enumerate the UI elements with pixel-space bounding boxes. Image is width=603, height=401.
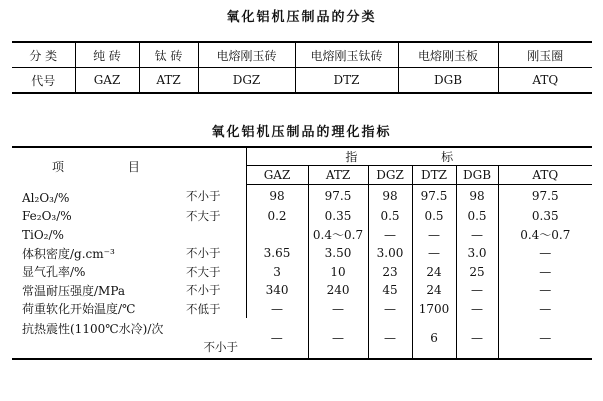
value-cell: 0.35 <box>308 207 368 226</box>
header-row-1 <box>12 147 592 166</box>
qualifier: 不大于 <box>180 263 246 282</box>
value-cell: 0.5 <box>412 207 456 226</box>
value-cell: 3.50 <box>308 244 368 263</box>
code-cell: ATQ <box>532 73 559 87</box>
table-row <box>12 281 592 300</box>
category-cell: 电熔刚玉钛砖 <box>295 42 398 68</box>
table-row <box>12 185 592 208</box>
property-name: Fe₂O₃/% <box>22 209 72 224</box>
property-name: 常温耐压强度/MPa <box>22 283 126 298</box>
code-cell: ATZ <box>139 68 198 94</box>
value-cell: — <box>539 301 552 316</box>
table-row <box>12 318 592 359</box>
value-cell: 0.35 <box>531 209 559 224</box>
value-cell: 0.4～0.7 <box>520 228 571 243</box>
header-cell: 分 类 <box>12 42 75 68</box>
item-header: 项 目 <box>12 147 246 185</box>
value-cell: 0.5 <box>456 207 498 226</box>
value-cell: — <box>539 246 552 261</box>
value-cell: — <box>308 300 368 319</box>
value-cell: — <box>456 281 498 300</box>
value-cell: — <box>412 226 456 245</box>
value-cell: 23 <box>368 263 412 282</box>
code-header: DTZ <box>412 166 456 185</box>
value-cell: 0.5 <box>368 207 412 226</box>
code-header: GAZ <box>246 166 308 185</box>
value-cell: — <box>456 226 498 245</box>
code-cell: DTZ <box>295 68 398 94</box>
value-cell: 25 <box>456 263 498 282</box>
property-name: Al₂O₃/% <box>22 190 70 205</box>
property-name: TiO₂/% <box>22 227 64 242</box>
value-cell: — <box>539 331 552 345</box>
classification-table-title: 氧化铝机压制品的分类 <box>226 10 377 25</box>
value-cell: — <box>246 318 308 359</box>
value-cell: 0.4～0.7 <box>308 226 368 245</box>
value-cell: 0.2 <box>246 207 308 226</box>
index-header-label: 指 标 <box>345 150 494 164</box>
value-cell: 10 <box>308 263 368 282</box>
value-cell: — <box>368 226 412 245</box>
value-cell: — <box>456 300 498 319</box>
value-cell: 97.5 <box>531 189 559 203</box>
qualifier: 不大于 <box>180 207 246 226</box>
property-name-cell <box>12 318 246 359</box>
code-cell: DGZ <box>198 68 295 94</box>
properties-table <box>12 146 592 360</box>
table-row <box>12 207 592 226</box>
table-row <box>12 300 592 319</box>
table-row <box>12 244 592 263</box>
value-cell: 3.65 <box>246 244 308 263</box>
category-cell: 纯 砖 <box>75 42 139 68</box>
value-cell: 3.0 <box>456 244 498 263</box>
value-cell: 98 <box>456 185 498 208</box>
code-cell: GAZ <box>75 68 139 94</box>
value-cell: 97.5 <box>308 185 368 208</box>
value-cell: 3.00 <box>368 244 412 263</box>
category-cell: 钛 砖 <box>139 42 198 68</box>
value-cell: 98 <box>368 185 412 208</box>
qualifier: 不小于 <box>180 281 246 300</box>
value-cell: 240 <box>308 281 368 300</box>
code-header: ATZ <box>308 166 368 185</box>
code-header: DGZ <box>368 166 412 185</box>
value-cell: 97.5 <box>412 185 456 208</box>
property-name: 显气孔率/% <box>22 265 86 280</box>
value-cell: 24 <box>412 263 456 282</box>
value-cell: 3 <box>246 263 308 282</box>
value-cell: 98 <box>246 185 308 208</box>
table-row <box>12 263 592 282</box>
header-cell: 代号 <box>12 68 75 94</box>
qualifier: 不低于 <box>180 300 246 319</box>
value-cell: — <box>368 318 412 359</box>
value-cell: — <box>539 283 552 298</box>
properties-table-title: 氧化铝机压制品的理化指标 <box>211 125 392 140</box>
category-cell: 电熔刚玉砖 <box>198 42 295 68</box>
table-row <box>12 226 592 245</box>
value-cell: 24 <box>412 281 456 300</box>
value-cell: — <box>456 318 498 359</box>
value-cell: 1700 <box>412 300 456 319</box>
qualifier <box>180 226 246 245</box>
value-cell: — <box>308 318 368 359</box>
value-cell: — <box>368 300 412 319</box>
code-cell: DGB <box>398 68 498 94</box>
value-cell <box>246 226 308 245</box>
value-cell: — <box>412 244 456 263</box>
code-header: ATQ <box>498 166 592 185</box>
value-cell: — <box>246 300 308 319</box>
classification-table <box>12 41 592 94</box>
qualifier: 不小于 <box>180 244 246 263</box>
value-cell: 45 <box>368 281 412 300</box>
qualifier: 不小于 <box>203 340 239 354</box>
property-name: 荷重软化开始温度/℃ <box>22 302 136 317</box>
property-name: 抗热震性(1100℃水冷)/次 <box>22 322 164 336</box>
category-cell: 刚玉圈 <box>498 42 592 68</box>
value-cell: 340 <box>246 281 308 300</box>
qualifier: 不小于 <box>180 185 246 208</box>
value-cell: 6 <box>412 318 456 359</box>
code-row <box>12 68 592 94</box>
classification-row <box>12 42 592 68</box>
code-header: DGB <box>456 166 498 185</box>
value-cell: — <box>539 264 552 279</box>
category-cell: 电熔刚玉板 <box>398 42 498 68</box>
index-header <box>246 147 592 166</box>
property-name: 体积密度/g.cm⁻³ <box>22 246 115 261</box>
